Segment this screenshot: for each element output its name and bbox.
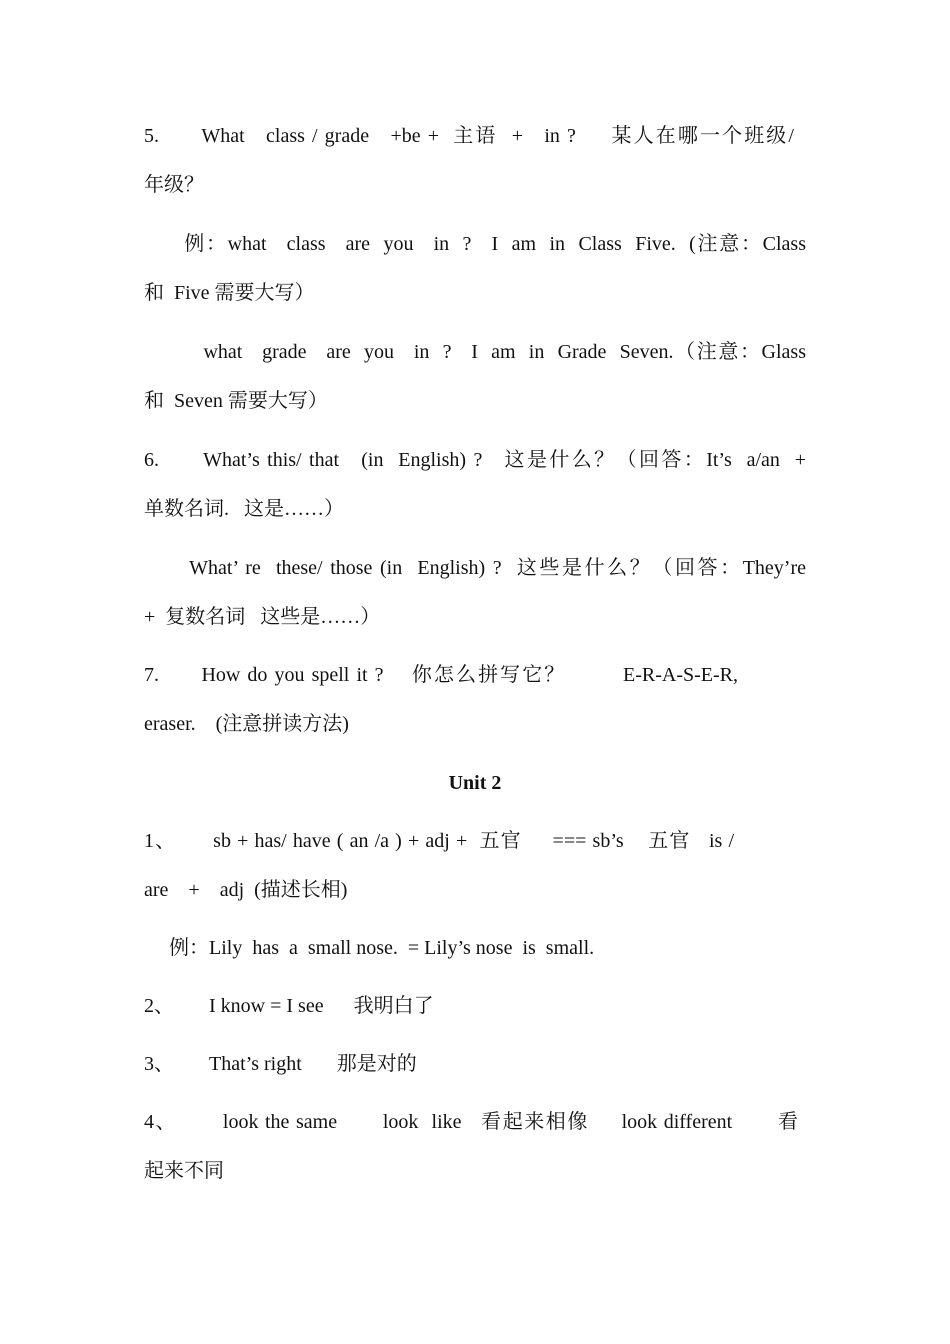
text-line-6: 和 Seven 需要大写） bbox=[144, 390, 328, 412]
section-heading: Unit 2 bbox=[448, 772, 502, 794]
text-line-16: 2、 I know = I see 我明白了 bbox=[144, 995, 434, 1017]
text-line-10: + 复数名词 这些是……） bbox=[144, 606, 381, 628]
text-line-3: 例：what class are you in ? I am in Class Five. (注意：Class bbox=[144, 233, 806, 255]
text-line-8: 单数名词. 这是……） bbox=[144, 498, 344, 520]
text-line-13: 1、 sb + has/ have ( an /a ) + adj + 五官 === sb’s 五官 is / bbox=[144, 830, 734, 852]
text-line-14: are + adj (描述长相) bbox=[144, 879, 348, 901]
text-line-7: 6. What’s this/ that (in English) ? 这是什么？（回答：It’s a/an + bbox=[144, 449, 806, 471]
text-line-12: eraser. (注意拼读方法) bbox=[144, 713, 349, 735]
text-line-4: 和 Five 需要大写） bbox=[144, 282, 315, 304]
text-line-9: What’ re these/ those (in English) ? 这些是什么？（回答：They’re bbox=[144, 557, 806, 579]
text-line-1: 5. What class / grade +be + 主语 + in ? 某人在哪一个班级/ bbox=[144, 125, 794, 147]
text-line-11: 7. How do you spell it ? 你怎么拼写它？ E-R-A-S-E-R, bbox=[144, 664, 738, 686]
text-line-18: 4、 look the same look like 看起来相像 look different 看 bbox=[144, 1111, 798, 1133]
text-line-19: 起来不同 bbox=[144, 1160, 224, 1182]
text-line-17: 3、 That’s right 那是对的 bbox=[144, 1053, 417, 1075]
text-line-15: 例：Lily has a small nose. = Lily’s nose is small. bbox=[144, 937, 595, 959]
text-line-5: what grade are you in ? I am in Grade Seven.（注意：Glass bbox=[144, 341, 806, 363]
text-line-2: 年级？ bbox=[144, 174, 204, 196]
